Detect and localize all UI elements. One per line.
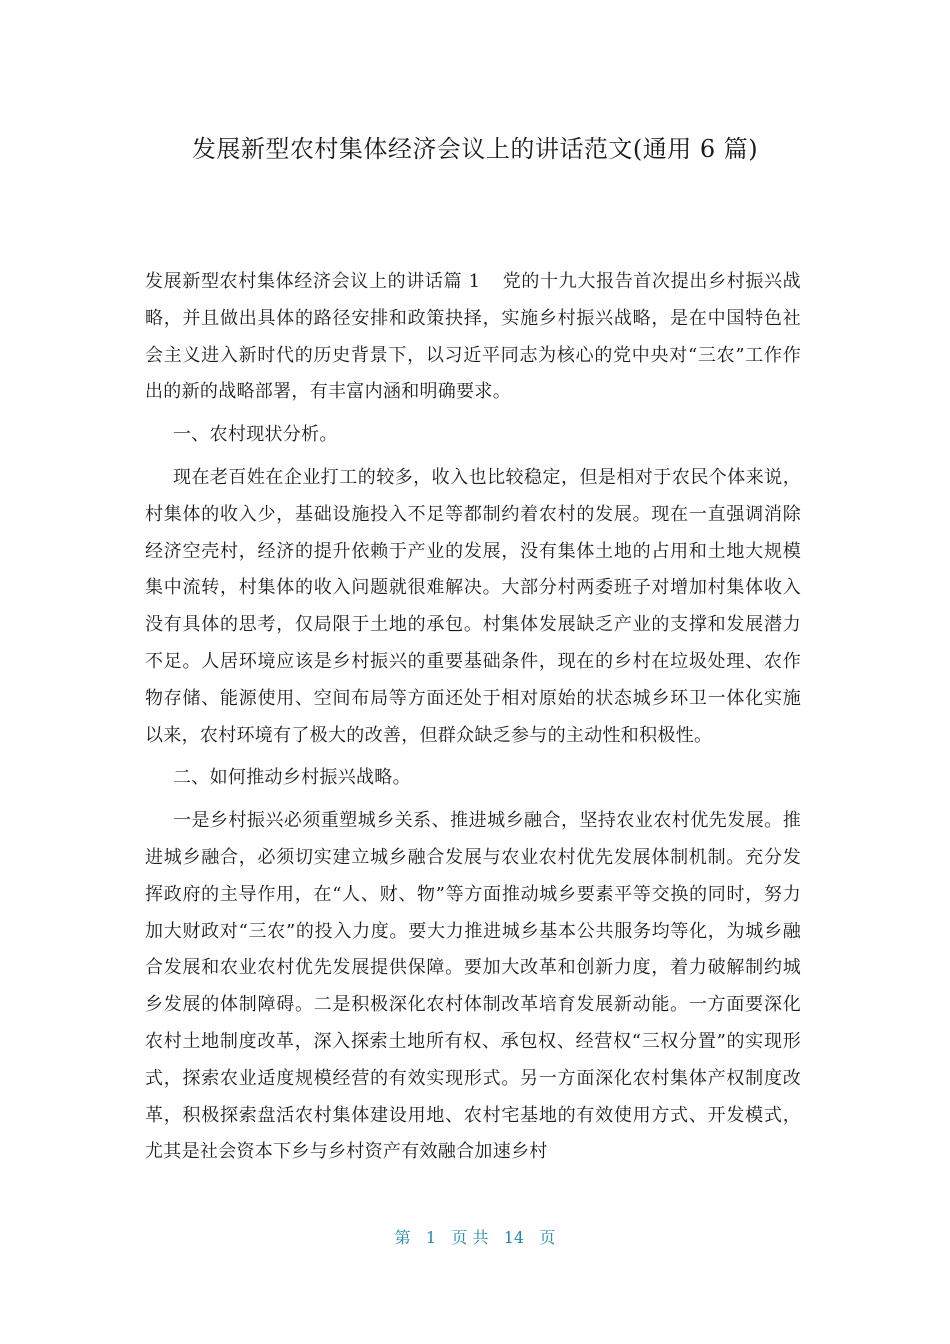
footer-prefix: 第 bbox=[394, 1228, 411, 1247]
footer-current-page: 1 bbox=[425, 1228, 437, 1247]
intro-text: 党的十九大报告首次提出乡村振兴战略，并且做出具体的路径安排和政策抉择，实施乡村振兴战略，是在中国特色社会主义进入新时代的历史背景下，以习近平同志为核心的党中央对“三农”工作作出的新的战略部署，有丰富内涵和明确要求。 bbox=[145, 271, 801, 403]
section2-heading: 二、如何推动乡村振兴战略。 bbox=[173, 767, 411, 789]
section1-body: 现在老百姓在企业打工的较多，收入也比较稳定，但是相对于农民个体来说，村集体的收入少，基础设施投入不足等都制约着农村的发展。现在一直强调消除经济空壳村，经济的提升依赖于产业的发展，没有集体土地的占用和土地大规模集中流转，村集体的收入问题就很难解决。大部分村两委班子对增加村集体收入没有具体的思考，仅局限于土地的承包。村集体发展缺乏产业的支撑和发展潜力不足。人居环境应该是乡村振兴的重要基础条件，现在的乡村在垃圾处理、农作物存储、能源使用、空间布局等方面还处于相对原始的状态城乡环卫一体化实施以来，农村环境有了极大的改善，但群众缺乏参与的主动性和积极性。 bbox=[145, 466, 801, 746]
footer-total-pages: 14 bbox=[503, 1228, 525, 1247]
page-footer bbox=[0, 1226, 950, 1250]
document-body bbox=[145, 264, 801, 1177]
footer-suffix: 页 bbox=[539, 1228, 556, 1247]
intro-paragraph bbox=[145, 264, 801, 411]
first-speech-heading: 发展新型农村集体经济会议上的讲话篇 1 bbox=[145, 271, 481, 292]
footer-mid: 页 共 bbox=[451, 1228, 489, 1247]
section2-body: 一是乡村振兴必须重塑城乡关系、推进城乡融合，坚持农业农村优先发展。推进城乡融合，必须切实建立城乡融合发展与农业农村优先发展体制机制。充分发挥政府的主导作用，在“人、财、物”等方面推动城乡要素平等交换的同时，努力加大财政对“三农”的投入力度。要大力推进城乡基本公共服务均等化，为城乡融合发展和农业农村优先发展提供保障。要加大改革和创新力度，着力破解制约城乡发展的体制障碍。二是积极深化农村体制改革培育发展新动能。一方面要深化农村土地制度改革，深入探索土地所有权、承包权、经营权“三权分置”的实现形式，探索农业适度规模经营的有效实现形式。另一方面深化农村集体产权制度改革，积极探索盘活农村集体建设用地、农村宅基地的有效使用方式、开发模式，尤其是社会资本下乡与乡村资产有效融合加速乡村 bbox=[145, 810, 801, 1163]
section1-heading: 一、农村现状分析。 bbox=[173, 424, 338, 446]
document-title: 发展新型农村集体经济会议上的讲话范文(通用 6 篇) bbox=[191, 135, 759, 163]
